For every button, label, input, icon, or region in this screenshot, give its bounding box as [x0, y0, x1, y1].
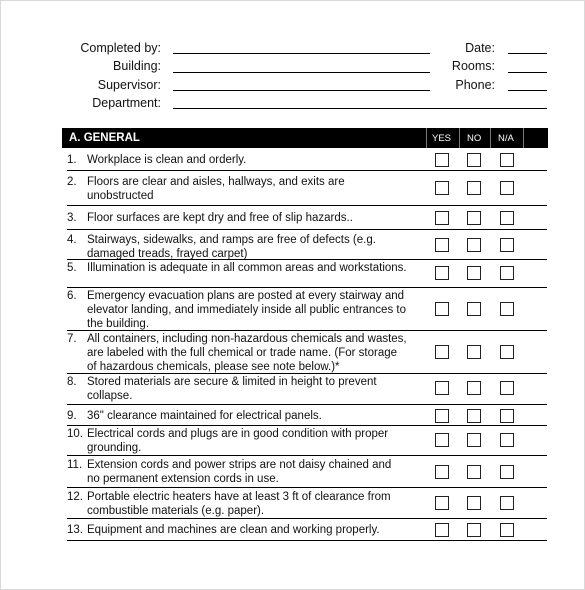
checklist-item — [67, 175, 417, 203]
yes-checkbox[interactable] — [435, 345, 449, 359]
no-checkbox[interactable] — [467, 523, 481, 537]
row-divider — [67, 229, 547, 230]
column-divider — [490, 128, 491, 148]
item-number: 6. — [67, 290, 77, 302]
item-text: Electrical cords and plugs are in good condition with proper grounding. — [87, 428, 389, 454]
supervisor-label: Supervisor: — [97, 78, 161, 92]
checklist-item — [67, 289, 417, 331]
na-checkbox[interactable] — [500, 211, 514, 225]
item-text: Floor surfaces are kept dry and free of slip hazards.. — [87, 212, 353, 224]
item-number: 1. — [67, 154, 77, 166]
date-label: Date: — [465, 41, 495, 55]
no-checkbox[interactable] — [467, 381, 481, 395]
item-number: 3. — [67, 212, 77, 224]
item-number: 7. — [67, 333, 77, 345]
row-divider — [67, 425, 547, 426]
yes-checkbox[interactable] — [435, 523, 449, 537]
checklist-item — [67, 427, 417, 455]
rooms-field[interactable] — [508, 72, 547, 73]
item-number: 2. — [67, 176, 77, 188]
na-checkbox[interactable] — [500, 181, 514, 195]
checklist-item — [67, 409, 417, 423]
no-checkbox[interactable] — [467, 345, 481, 359]
item-number: 5. — [67, 262, 77, 274]
yes-checkbox[interactable] — [435, 409, 449, 423]
no-checkbox[interactable] — [467, 266, 481, 280]
na-checkbox[interactable] — [500, 266, 514, 280]
na-checkbox[interactable] — [500, 345, 514, 359]
item-text: Extension cords and power strips are not daisy chained and no permanent extension cords in use. — [87, 459, 392, 485]
row-divider — [67, 287, 547, 288]
item-text: Stairways, sidewalks, and ramps are free of defects (e.g. damaged treads, frayed carpet) — [87, 234, 376, 260]
row-divider — [67, 259, 547, 260]
na-checkbox[interactable] — [500, 433, 514, 447]
no-checkbox[interactable] — [467, 238, 481, 252]
yes-checkbox[interactable] — [435, 266, 449, 280]
item-number: 11. — [67, 459, 83, 471]
completed-by-label: Completed by: — [80, 41, 161, 55]
na-checkbox[interactable] — [500, 465, 514, 479]
checklist-item — [67, 523, 417, 537]
yes-checkbox[interactable] — [435, 238, 449, 252]
section-title: A. GENERAL — [69, 132, 140, 144]
item-text: Equipment and machines are clean and working properly. — [87, 524, 380, 536]
no-checkbox[interactable] — [467, 433, 481, 447]
row-divider — [67, 455, 547, 456]
item-number: 12. — [67, 491, 83, 503]
item-number: 13. — [67, 524, 83, 536]
item-text: Workplace is clean and orderly. — [87, 154, 247, 166]
row-divider — [67, 170, 547, 171]
row-divider — [67, 330, 547, 331]
no-checkbox[interactable] — [467, 302, 481, 316]
checklist-item — [67, 233, 417, 261]
yes-checkbox[interactable] — [435, 496, 449, 510]
item-number: 4. — [67, 234, 77, 246]
yes-checkbox[interactable] — [435, 302, 449, 316]
na-checkbox[interactable] — [500, 302, 514, 316]
row-divider — [67, 518, 547, 519]
supervisor-field[interactable] — [173, 90, 430, 91]
na-checkbox[interactable] — [500, 153, 514, 167]
na-checkbox[interactable] — [500, 409, 514, 423]
checklist-item — [67, 211, 417, 225]
item-text: Portable electric heaters have at least 3 ft of clearance from combustible materials (e.g. paper). — [87, 491, 391, 517]
item-number: 8. — [67, 376, 77, 388]
row-divider — [67, 487, 547, 488]
phone-field[interactable] — [508, 90, 547, 91]
na-checkbox[interactable] — [500, 238, 514, 252]
no-checkbox[interactable] — [467, 465, 481, 479]
item-number: 9. — [67, 410, 77, 422]
column-header-na: N/A — [498, 133, 514, 144]
column-header-yes: YES — [432, 133, 452, 144]
item-text: All containers, including non-hazardous chemicals and wastes, are labeled with the full chemical or trade name. (For storage of hazardous chemicals, please see note below.)* — [87, 333, 407, 373]
na-checkbox[interactable] — [500, 381, 514, 395]
column-divider — [426, 128, 427, 148]
completed-by-field[interactable] — [173, 53, 430, 54]
item-text: Emergency evacuation plans are posted at every stairway and elevator landing, and immediately inside all public entrances to the building. — [87, 290, 406, 330]
column-divider — [459, 128, 460, 148]
date-field[interactable] — [508, 53, 547, 54]
no-checkbox[interactable] — [467, 181, 481, 195]
column-divider — [523, 128, 524, 148]
checklist-item — [67, 261, 417, 275]
department-field[interactable] — [173, 108, 547, 109]
building-label: Building: — [113, 59, 161, 73]
yes-checkbox[interactable] — [435, 433, 449, 447]
row-divider — [67, 205, 547, 206]
yes-checkbox[interactable] — [435, 153, 449, 167]
yes-checkbox[interactable] — [435, 465, 449, 479]
checklist-item — [67, 332, 417, 374]
no-checkbox[interactable] — [467, 211, 481, 225]
row-divider — [67, 540, 547, 541]
yes-checkbox[interactable] — [435, 381, 449, 395]
item-text: Floors are clear and aisles, hallways, and exits are unobstructed — [87, 176, 345, 202]
item-text: Illumination is adequate in all common areas and workstations. — [87, 262, 407, 274]
item-number: 10. — [67, 428, 83, 440]
rooms-label: Rooms: — [451, 59, 495, 73]
building-field[interactable] — [173, 72, 430, 73]
na-checkbox[interactable] — [500, 523, 514, 537]
item-text: Stored materials are secure & limited in height to prevent collapse. — [87, 376, 377, 402]
no-checkbox[interactable] — [467, 153, 481, 167]
checklist-item — [67, 375, 417, 403]
no-checkbox[interactable] — [467, 409, 481, 423]
row-divider — [67, 404, 547, 405]
no-checkbox[interactable] — [467, 496, 481, 510]
checklist-item — [67, 153, 417, 167]
yes-checkbox[interactable] — [435, 211, 449, 225]
item-text: 36" clearance maintained for electrical panels. — [87, 410, 322, 422]
column-header-no: NO — [467, 133, 482, 144]
department-label: Department: — [92, 96, 161, 110]
row-divider — [67, 373, 547, 374]
checklist-item — [67, 458, 417, 486]
phone-label: Phone: — [455, 78, 495, 92]
yes-checkbox[interactable] — [435, 181, 449, 195]
checklist-item — [67, 490, 417, 518]
na-checkbox[interactable] — [500, 496, 514, 510]
